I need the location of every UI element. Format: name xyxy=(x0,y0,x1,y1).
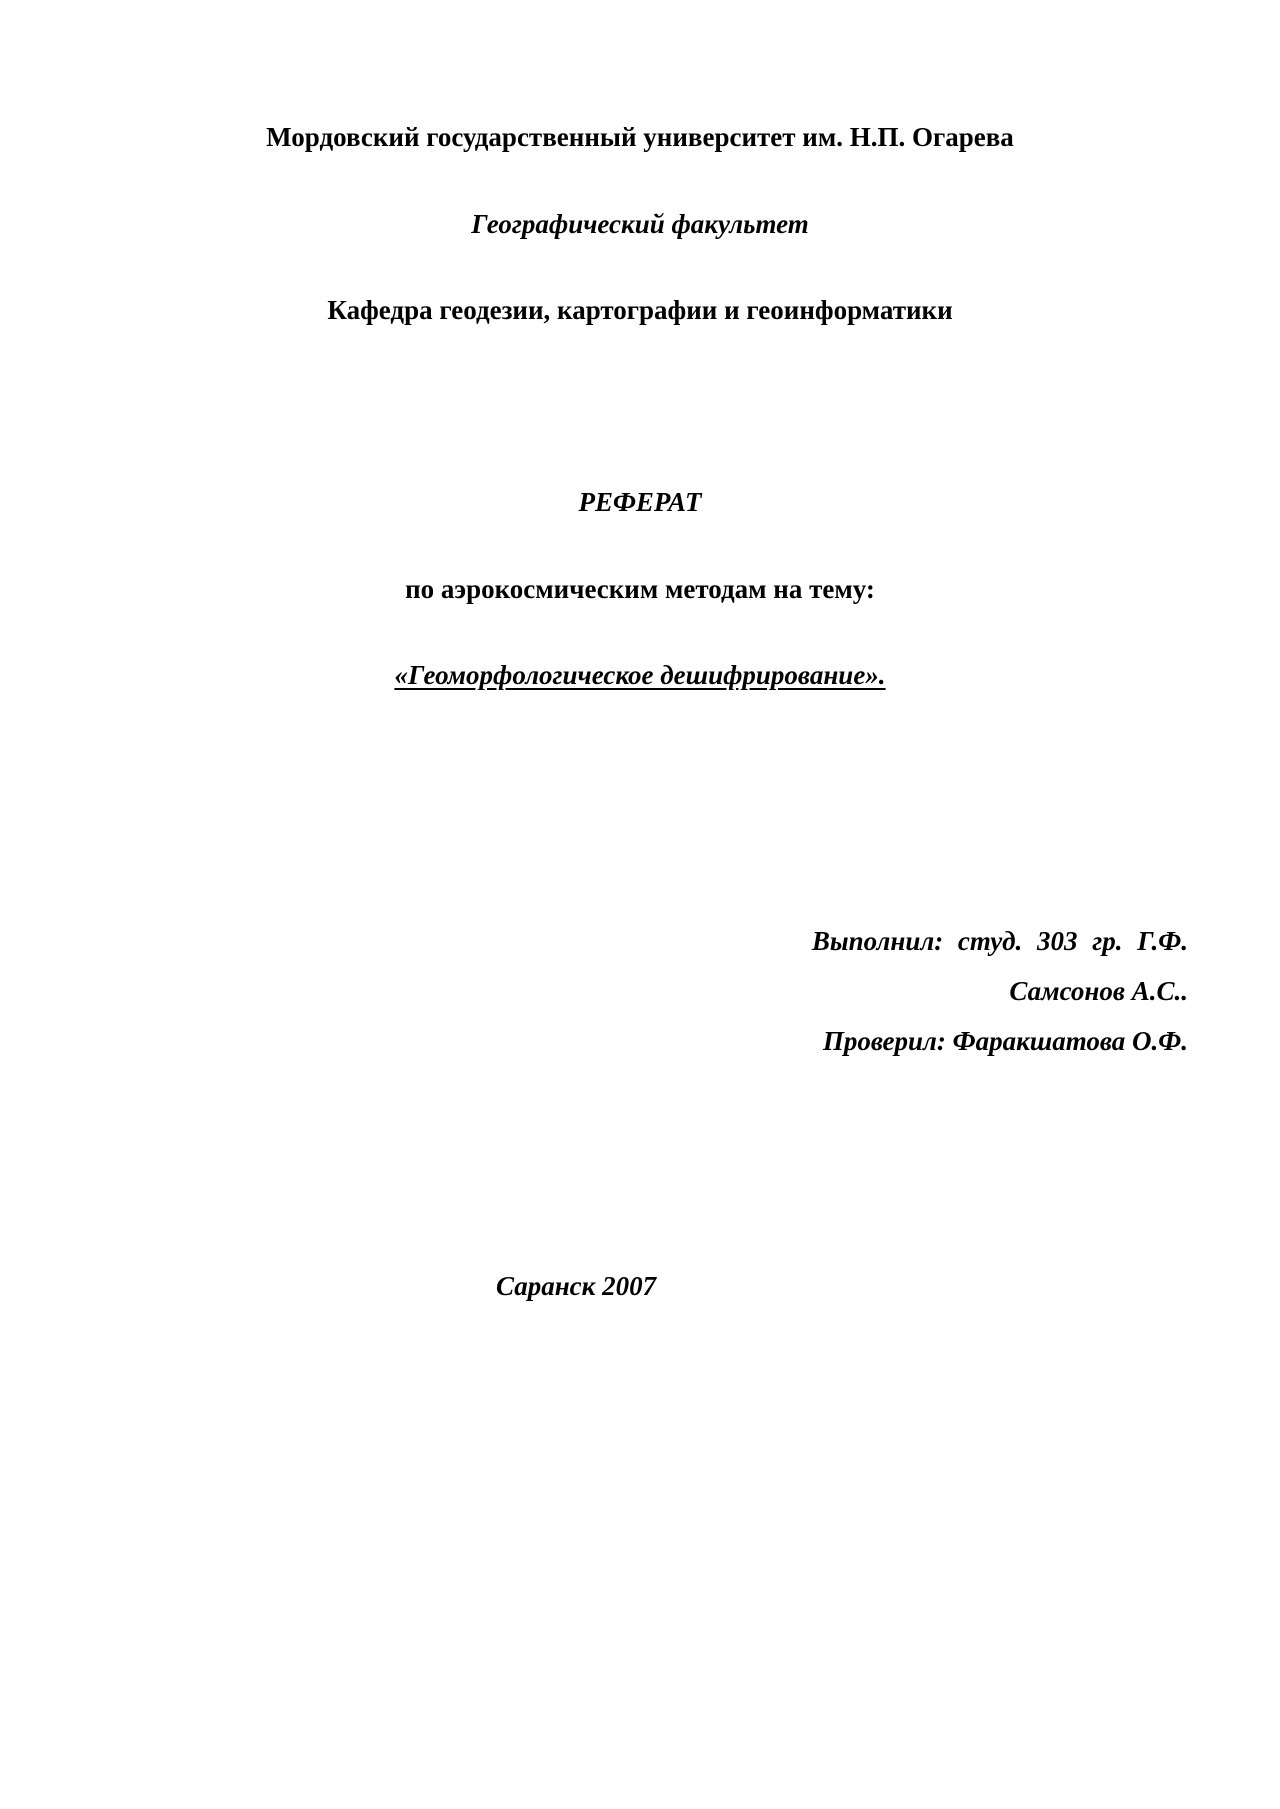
performed-by: Выполнил: студ. 303 гр. Г.Ф. xyxy=(811,926,1188,956)
student-name: Самсонов А.С.. xyxy=(1009,976,1188,1006)
document-type: РЕФЕРАТ xyxy=(578,487,702,517)
university-name: Мордовский государственный университет им. Н.П. Огарева xyxy=(266,122,1014,152)
department-name: Кафедра геодезии, картографии и геоинформатики xyxy=(327,295,953,325)
subject-line: по аэрокосмическим методам на тему: xyxy=(405,574,875,604)
checked-by: Проверил: Фаракшатова О.Ф. xyxy=(822,1026,1188,1056)
topic-title: «Геоморфологическое дешифрирование». xyxy=(394,660,886,690)
faculty-name: Географический факультет xyxy=(471,209,809,239)
city-year: Саранск 2007 xyxy=(496,1271,657,1301)
